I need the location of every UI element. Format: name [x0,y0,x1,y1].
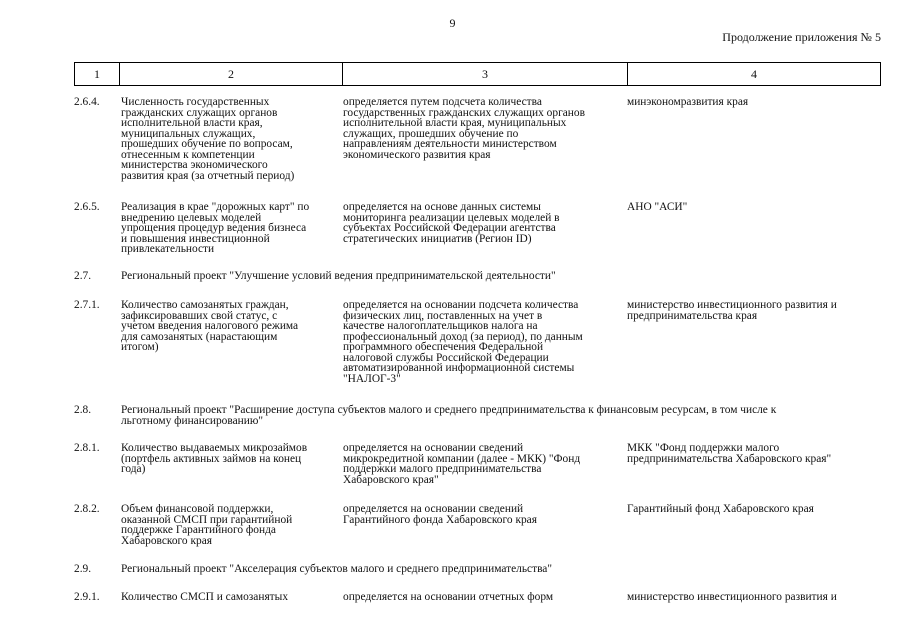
calculation-method: определяется на основании сведений микрокредитной компании (далее - МКК) "Фонд поддержки малого предпринимательства Хабаровского края" [343,442,581,486]
indicator-name: Количество выдаваемых микрозаймов (портфель активных займов на конец года) [121,442,308,475]
table-row [74,97,881,185]
project-row [74,564,881,578]
header-col-3: 3 [343,63,628,86]
project-title: Региональный проект "Улучшение условий ведения предпринимательской деятельности" [121,270,556,282]
table-row [74,443,881,487]
table-row [74,202,881,256]
project-row [74,271,881,285]
row-number: 2.8. [74,404,92,416]
table-row [74,300,881,388]
row-number: 2.8.1. [74,442,100,454]
row-number: 2.7. [74,270,92,282]
indicator-name: Численность государственных гражданских служащих органов исполнительной власти края, муниципальных служащих, прошедших обучение по вопросам, отнесенным к компетенции министерства экономического развития края (за отчетный период) [121,96,295,182]
data-source: АНО "АСИ" [627,201,688,213]
data-source: минэкономразвития края [627,96,749,108]
data-source: Гарантийный фонд Хабаровского края [627,503,814,515]
row-number: 2.8.2. [74,503,100,515]
table-row [74,592,881,606]
row-number: 2.6.5. [74,201,100,213]
indicator-name: Количество СМСП и самозанятых [121,591,289,603]
table-row [74,504,881,548]
row-number: 2.6.4. [74,96,100,108]
calculation-method: определяется на основании сведений Гарантийного фонда Хабаровского края [343,503,537,526]
data-source: министерство инвестиционного развития и [627,591,837,603]
row-number: 2.9.1. [74,591,100,603]
row-number: 2.9. [74,563,92,575]
calculation-method: определяется на основании подсчета количества физических лиц, поставленных на учет в качестве налогоплательщиков налога на профессиональный доход (за период), по данным программного обеспечения Федеральной налоговой службы Российской Федерации автоматизированной информационной системы "НАЛОГ-3" [343,299,583,385]
calculation-method: определяется на основании отчетных форм [343,591,554,603]
header-col-2: 2 [120,63,343,86]
data-source: министерство инвестиционного развития и предпринимательства края [627,299,837,322]
page-number: 9 [449,16,456,30]
header-col-4: 4 [628,63,881,86]
calculation-method: определяется на основе данных системы мониторинга реализации целевых моделей в субъектах Российской Федерации агентства стратегических инициатив (Регион ID) [343,201,560,245]
project-title: Региональный проект "Акселерация субъектов малого и среднего предпринимательства" [121,563,553,575]
project-row [74,405,881,429]
indicator-name: Количество самозанятых граждан, зафиксировавших свой статус, с учетом введения налогового режима для самозанятых (нарастающим итогом) [121,299,299,353]
project-title: Региональный проект "Расширение доступа субъектов малого и среднего предпринимательства к финансовым ресурсам, в том числе к льготному финансированию" [121,404,777,427]
continuation-label: Продолжение приложения № 5 [722,30,881,44]
header-col-1: 1 [75,63,120,86]
row-number: 2.7.1. [74,299,100,311]
indicator-name: Объем финансовой поддержки, оказанной СМСП при гарантийной поддержке Гарантийного фонда Хабаровского края [121,503,293,547]
data-source: МКК "Фонд поддержки малого предпринимательства Хабаровского края" [627,442,832,465]
calculation-method: определяется путем подсчета количества государственных гражданских служащих органов исполнительной власти края, муниципальных служащих, прошедших обучение по направлениям деятельности министерством экономического развития края [343,96,585,161]
indicator-name: Реализация в крае "дорожных карт" по внедрению целевых моделей упрощения процедур ведения бизнеса и повышения инвестиционной привлекательности [121,201,310,255]
table-header [74,62,881,86]
